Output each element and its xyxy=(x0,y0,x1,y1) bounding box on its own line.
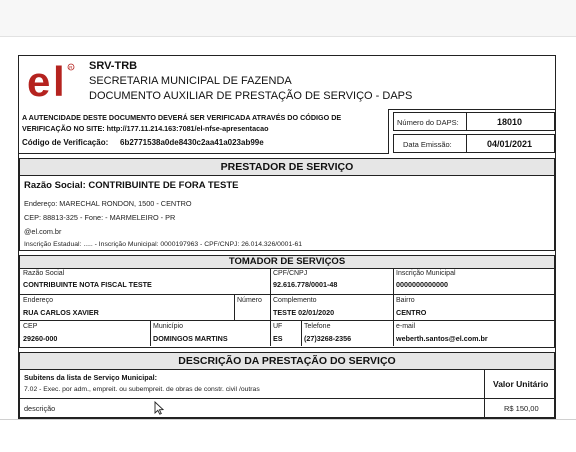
emission-date-value: 04/01/2021 xyxy=(487,139,533,149)
daps-number-value: 18010 xyxy=(497,117,523,127)
prestador-cep: CEP: 88813-325 - Fone: - MARMELEIRO - PR xyxy=(24,213,176,222)
verification-code-value: 6b2771538a0de8430c2aa41a023ab99e xyxy=(120,138,264,147)
bottom-divider xyxy=(0,419,576,420)
prestador-inscricao: Inscrição Estadual: ..... - Inscrição Municipal: 0000197963 - CPF/CNPJ: 26.014.326/0001-61 xyxy=(24,241,303,248)
svg-text:e: e xyxy=(27,58,51,105)
tomador-endereco-value: RUA CARLOS XAVIER xyxy=(23,308,99,317)
tomador-section xyxy=(19,255,555,348)
prestador-email: @el.com.br xyxy=(24,227,62,236)
tomador-complemento-label: Complemento xyxy=(273,297,317,304)
service-row-value: R$ 150,00 xyxy=(504,404,539,413)
tomador-razao-label: Razão Social xyxy=(23,270,65,277)
el-logo xyxy=(25,58,77,106)
service-row-description: descrição xyxy=(24,404,56,413)
auth-line-1: A AUTENCIDADE DESTE DOCUMENTO DEVERÁ SER VERIFICADA ATRAVÉS DO CÓDIGO DE xyxy=(22,113,342,122)
valor-unitario-label: Valor Unitário xyxy=(493,379,549,389)
subitem-label: Subitens da lista de Serviço Municipal: xyxy=(24,373,158,382)
daps-number-box xyxy=(393,112,555,131)
header-doc-title: DOCUMENTO AUXILIAR DE PRESTAÇÃO DE SERVIÇO - DAPS xyxy=(89,90,413,102)
tomador-insc-value: 0000000000000 xyxy=(396,280,448,289)
tomador-uf-label: UF xyxy=(273,323,283,330)
verification-code-label: Código de Verificação: xyxy=(22,138,109,147)
tomador-email-value: weberth.santos@el.com.br xyxy=(396,334,488,343)
tomador-uf-value: ES xyxy=(273,334,283,343)
descricao-title: DESCRIÇÃO DA PRESTAÇÃO DO SERVIÇO xyxy=(178,355,396,367)
subitem-value: 7.02 - Exec. por adm., empreit. ou subempreit. de obras de constr. civil /outras xyxy=(24,386,260,393)
header-code: SRV-TRB xyxy=(89,60,138,72)
prestador-endereco: Endereço: MARECHAL RONDON, 1500 - CENTRO xyxy=(24,199,192,208)
tomador-numero-label: Número xyxy=(237,297,262,304)
daps-document xyxy=(18,55,556,419)
prestador-section xyxy=(19,158,555,251)
header-secretaria: SECRETARIA MUNICIPAL DE FAZENDA xyxy=(89,75,292,87)
tomador-razao-value: CONTRIBUINTE NOTA FISCAL TESTE xyxy=(23,280,152,289)
tomador-municipio-value: DOMINGOS MARTINS xyxy=(153,334,228,343)
descricao-section xyxy=(19,352,555,418)
tomador-bairro-label: Bairro xyxy=(396,297,415,304)
tomador-cpf-value: 92.616.778/0001-48 xyxy=(273,280,338,289)
auth-box xyxy=(19,109,389,154)
tomador-telefone-value: (27)3268-2356 xyxy=(304,334,352,343)
tomador-cep-label: CEP xyxy=(23,323,38,330)
emission-date-label: Data Emissão: xyxy=(403,140,452,149)
tomador-municipio-label: Município xyxy=(153,323,183,330)
tomador-endereco-label: Endereço xyxy=(23,297,53,304)
header-box xyxy=(19,56,555,110)
tomador-bairro-value: CENTRO xyxy=(396,308,427,317)
tomador-cep-value: 29260-000 xyxy=(23,334,58,343)
auth-line-2: VERIFICAÇÃO NO SITE: http://177.11.214.163:7081/el-nfse-apresentacao xyxy=(22,124,269,133)
svg-text:l: l xyxy=(53,58,65,105)
prestador-razao-social: Razão Social: CONTRIBUINTE DE FORA TESTE xyxy=(24,180,239,191)
daps-number-label: Número do DAPS: xyxy=(397,118,459,127)
tomador-email-label: e-mail xyxy=(396,323,416,330)
top-band xyxy=(0,0,576,37)
mouse-pointer-icon xyxy=(154,401,164,415)
emission-date-box xyxy=(393,134,555,153)
tomador-cpf-label: CPF/CNPJ xyxy=(273,270,308,277)
tomador-insc-label: Inscrição Municipal xyxy=(396,270,456,277)
svg-text:R: R xyxy=(69,64,73,70)
tomador-title: TOMADOR DE SERVIÇOS xyxy=(228,256,346,267)
tomador-telefone-label: Telefone xyxy=(304,323,331,330)
tomador-complemento-value: TESTE 02/01/2020 xyxy=(273,308,335,317)
prestador-title: PRESTADOR DE SERVIÇO xyxy=(220,161,354,173)
